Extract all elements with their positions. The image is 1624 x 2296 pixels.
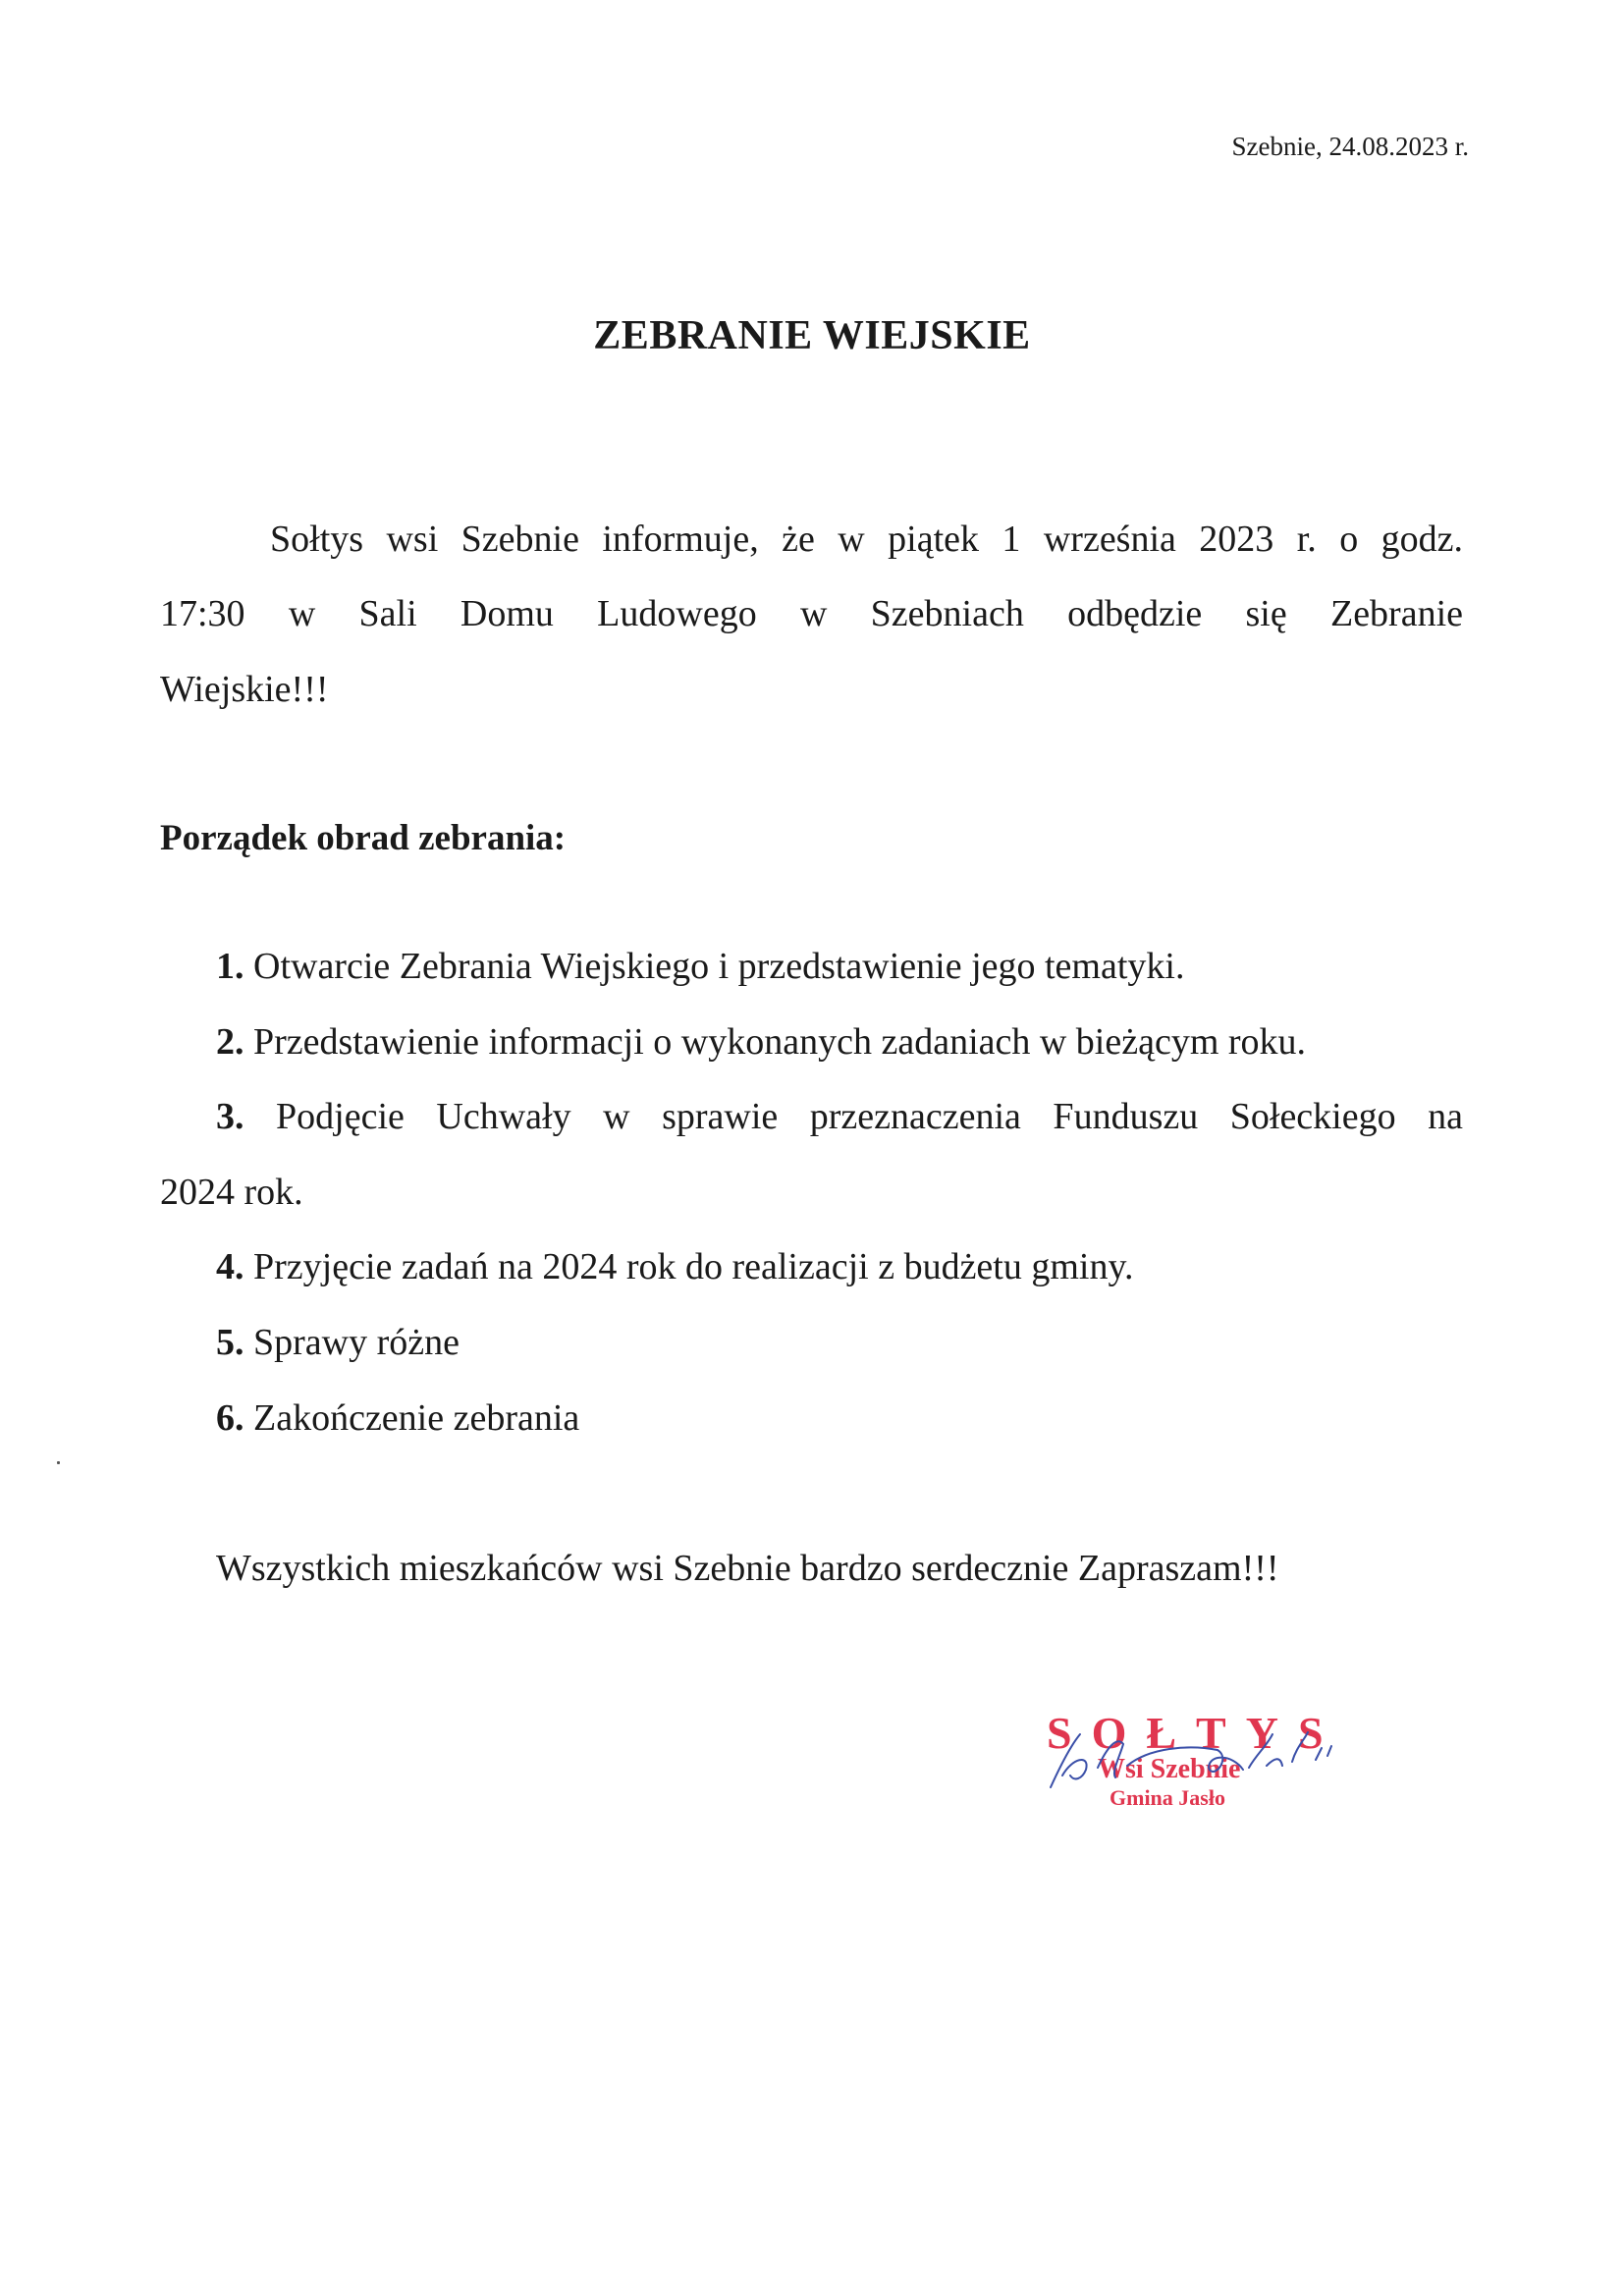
document-title: ZEBRANIE WIEJSKIE: [593, 313, 1031, 358]
agenda-item: [216, 1095, 1463, 1138]
intro-line: 17:30 w Sali Domu Ludowego w Szebniach odbędzie się Zebranie: [160, 593, 1463, 634]
stamp-title: SOŁTYS: [1047, 1708, 1343, 1758]
scan-speck: [57, 1461, 60, 1464]
agenda-item-number: 1.: [216, 946, 244, 987]
agenda-heading: Porządek obrad zebrania:: [160, 818, 567, 858]
agenda-item-text: Przyjęcie zadań na 2024 rok do realizacji z budżetu gminy.: [244, 1246, 1134, 1287]
intro-line: Wiejskie!!!: [160, 669, 329, 710]
stamp-commune: Gmina Jasło: [1110, 1785, 1225, 1810]
handwritten-signature: [1021, 1707, 1355, 1815]
stamp-village: Wsi Szebnie: [1098, 1754, 1241, 1784]
agenda-item-text: Zakończenie zebrania: [244, 1397, 580, 1439]
agenda-item-number: 6.: [216, 1397, 244, 1439]
agenda-item: [216, 1020, 1306, 1064]
agenda-item-number: 5.: [216, 1322, 244, 1363]
agenda-item: [216, 1245, 1134, 1288]
agenda-item: [216, 945, 1184, 988]
agenda-item-continuation: 2024 rok.: [160, 1172, 303, 1213]
official-stamp: [1021, 1707, 1355, 1815]
agenda-item-text: Podjęcie Uchwały w sprawie przeznaczenia Funduszu Sołeckiego na: [244, 1096, 1463, 1137]
intro-line: Sołtys wsi Szebnie informuje, że w piątek 1 września 2023 r. o godz.: [270, 519, 1463, 560]
agenda-item-text: Sprawy różne: [244, 1322, 460, 1363]
agenda-item-number: 2.: [216, 1021, 244, 1063]
closing-invitation: Wszystkich mieszkańców wsi Szebnie bardzo serdecznie Zapraszam!!!: [216, 1548, 1279, 1589]
agenda-item: [216, 1396, 579, 1440]
agenda-item-number: 3.: [216, 1096, 244, 1137]
agenda-item-number: 4.: [216, 1246, 244, 1287]
agenda-item: [216, 1321, 460, 1364]
agenda-item-text: Przedstawienie informacji o wykonanych zadaniach w bieżącym roku.: [244, 1021, 1307, 1063]
agenda-item-text: Otwarcie Zebrania Wiejskiego i przedstawienie jego tematyki.: [244, 946, 1185, 987]
document-date: Szebnie, 24.08.2023 r.: [1231, 132, 1469, 161]
